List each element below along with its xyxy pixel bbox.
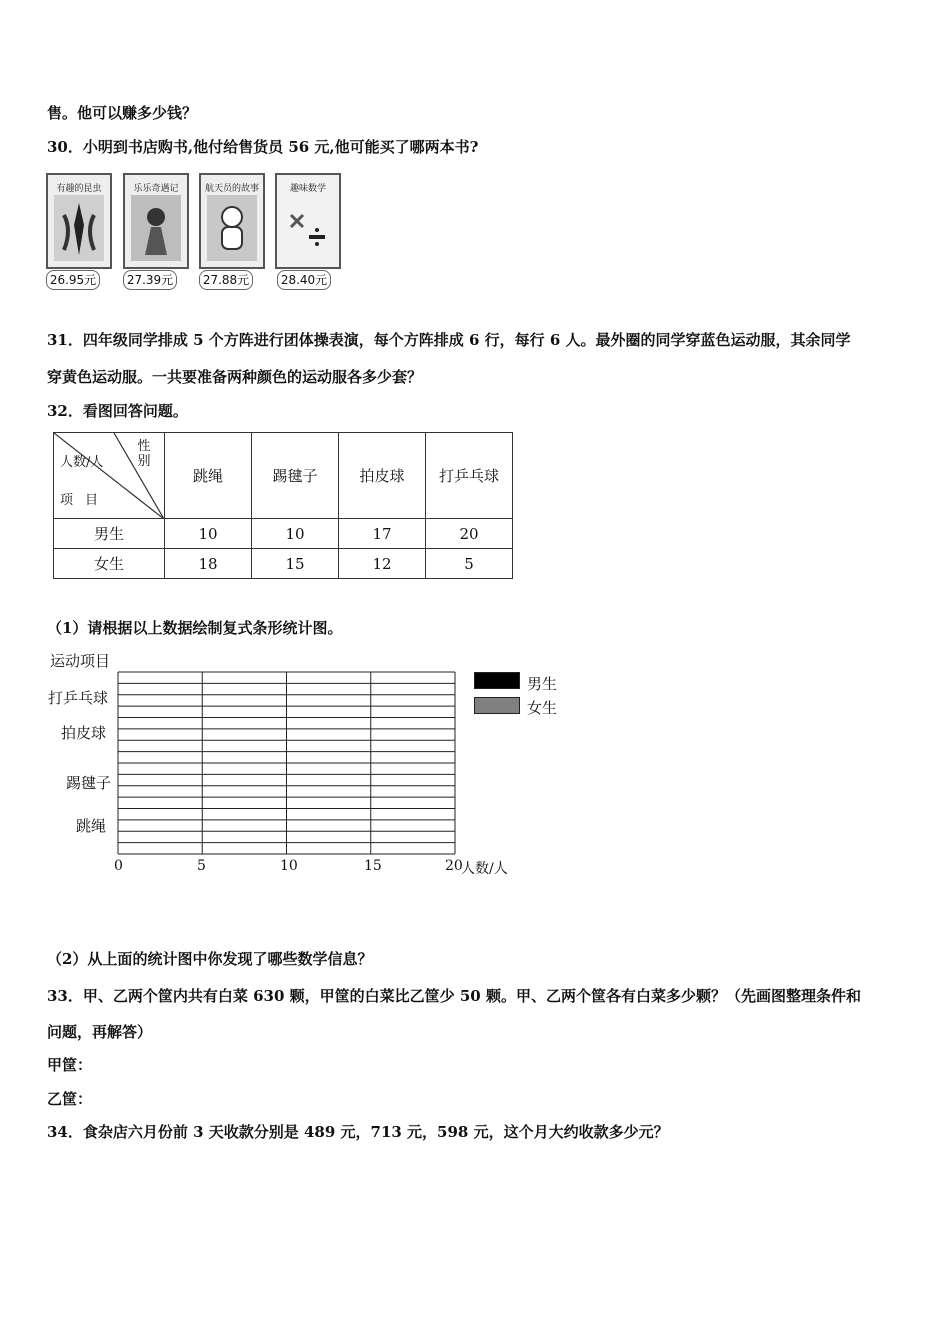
- table-cell: 10: [165, 519, 252, 549]
- price-tag: 27.88元: [199, 270, 253, 290]
- question-33-line2: 问题，再解答）: [47, 1023, 153, 1041]
- chart-category-label: 打乒乓球: [48, 689, 109, 707]
- corner-gender-label: 性别: [137, 439, 151, 469]
- table-cell: 20: [426, 519, 513, 549]
- table-cell: 5: [426, 549, 513, 579]
- x-tick-label: 0: [114, 858, 123, 874]
- book-title: 有趣的昆虫: [56, 184, 102, 194]
- legend-label-boys: 男生: [527, 675, 558, 693]
- book-title: 趣味数学: [289, 184, 326, 194]
- row-label: 女生: [54, 549, 165, 579]
- x-axis-unit: 人数/人: [461, 861, 508, 877]
- book-title: 航天员的故事: [204, 184, 259, 194]
- header-cell: 拍皮球: [339, 433, 426, 519]
- header-cell: 打乒乓球: [426, 433, 513, 519]
- question-29-tail: 售。他可以赚多少钱？: [47, 104, 198, 122]
- header-cell: 踢毽子: [252, 433, 339, 519]
- chart-y-title: 运动项目: [50, 652, 111, 670]
- answer-basket-jia: 甲筐：: [47, 1056, 93, 1074]
- question-30: 30．小明到书店购书,他付给售货员 56 元,他可能买了哪两本书?: [47, 138, 479, 156]
- table-cell: 17: [339, 519, 426, 549]
- answer-basket-yi: 乙筐：: [47, 1090, 93, 1108]
- table-cell: 18: [165, 549, 252, 579]
- row-label: 男生: [54, 519, 165, 549]
- price-tag: 28.40元: [277, 270, 331, 290]
- question-32-part2: （2）从上面的统计图中你发现了哪些数学信息？: [47, 950, 373, 968]
- book-title: 乐乐奇遇记: [133, 184, 179, 194]
- table-cell: 10: [252, 519, 339, 549]
- header-cell: 跳绳: [165, 433, 252, 519]
- legend-swatch-boys: [474, 672, 520, 689]
- legend-label-girls: 女生: [527, 699, 558, 717]
- legend-swatch-girls: [474, 697, 520, 714]
- x-tick-label: 20: [445, 858, 463, 874]
- question-32-part1: （1）请根据以上数据绘制复式条形统计图。: [47, 619, 343, 637]
- question-32: 32．看图回答问题。: [47, 402, 188, 420]
- question-33-line1: 33．甲、乙两个筐内共有白菜 630 颗，甲筐的白菜比乙筐少 50 颗。甲、乙两个筐各有白菜多少颗？（先画图整理条件和: [47, 987, 861, 1005]
- price-tag: 27.39元: [123, 270, 177, 290]
- question-34: 34．食杂店六月份前 3 天收款分别是 489 元，713 元，598 元，这个月大约收款多少元？: [47, 1123, 669, 1141]
- table-cell: 15: [252, 549, 339, 579]
- chart-category-label: 跳绳: [76, 817, 107, 835]
- chart-category-label: 拍皮球: [61, 724, 107, 742]
- x-tick-label: 5: [197, 858, 206, 874]
- question-31-line2: 穿黄色运动服。一共要准备两种颜色的运动服各多少套？: [47, 368, 423, 386]
- price-tag: 26.95元: [46, 270, 100, 290]
- x-tick-label: 10: [280, 858, 298, 874]
- x-tick-label: 15: [364, 858, 382, 874]
- table-cell: 12: [339, 549, 426, 579]
- chart-category-label: 踢毽子: [66, 774, 112, 792]
- corner-item-label: 项目: [60, 493, 111, 508]
- corner-count-label: 人数/人: [60, 455, 104, 470]
- question-31-line1: 31．四年级同学排成 5 个方阵进行团体操表演，每个方阵排成 6 行，每行 6 人。最外圈的同学穿蓝色运动服，其余同学: [47, 331, 851, 349]
